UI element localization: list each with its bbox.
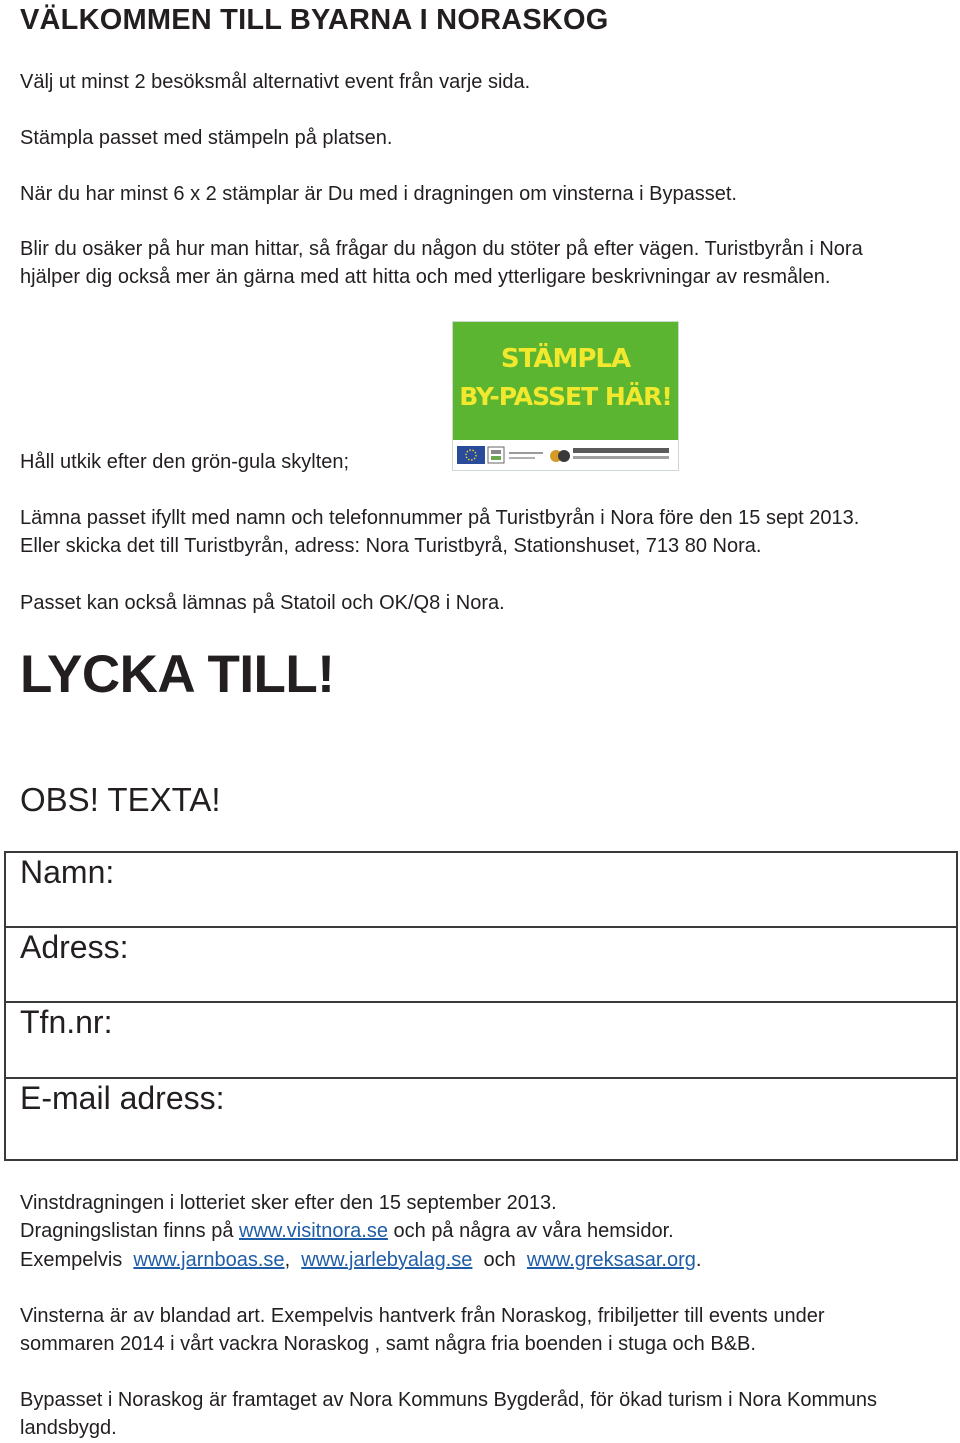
separator-2: och: [472, 1249, 527, 1271]
contact-form: [4, 851, 958, 1161]
good-luck-heading: LYCKA TILL!: [20, 645, 335, 704]
leader-logo: [487, 446, 505, 464]
draw-line-3-end: .: [695, 1249, 702, 1271]
greksasar-link[interactable]: www.greksasar.org: [526, 1249, 696, 1271]
draw-line-2-prefix: Dragningslistan finns på: [20, 1220, 240, 1242]
municipality-crest-logo: [549, 446, 571, 466]
footer-line-2: landsbygd.: [20, 1417, 117, 1439]
address-field[interactable]: [6, 928, 956, 1003]
name-label: Namn:: [20, 854, 115, 890]
jarnboas-link[interactable]: www.jarnboas.se: [133, 1249, 285, 1271]
prizes-line-1: Vinsterna är av blandad art. Exempelvis hantverk från Noraskog, fribiljetter till events under: [20, 1305, 825, 1327]
sign-line-2: BY-PASSET HÄR!: [459, 382, 672, 411]
visitnora-link[interactable]: www.visitnora.se: [239, 1220, 388, 1242]
partner-text-logo: [509, 446, 545, 464]
sign-caption: Håll utkik efter den grön-gula skylten;: [20, 451, 350, 473]
phone-label: Tfn.nr:: [20, 1004, 113, 1040]
draw-line-3: [20, 1246, 701, 1274]
draw-line-1: Vinstdragningen i lotteriet sker efter den 15 september 2013.: [20, 1192, 557, 1214]
jarlebyalag-link[interactable]: www.jarlebyalag.se: [301, 1249, 473, 1271]
draw-line-2: [20, 1217, 674, 1245]
intro-paragraph-4-line-2: hjälper dig också mer än gärna med att hitta och med ytterligare beskrivningar av resmålen.: [20, 266, 831, 288]
submit-line-1: Lämna passet ifyllt med namn och telefonnummer på Turistbyrån i Nora före den 15 sept 2013.: [20, 507, 860, 529]
phone-field[interactable]: [6, 1003, 956, 1079]
sponsor-logos: [453, 440, 678, 470]
separator-1: ,: [284, 1249, 302, 1271]
draw-line-2-suffix: och på några av våra hemsidor.: [387, 1220, 674, 1242]
intro-paragraph-3: När du har minst 6 x 2 stämplar är Du med i dragningen om vinsterna i Bypasset.: [20, 183, 737, 205]
intro-paragraph-4-line-1: Blir du osäker på hur man hittar, så frågar du någon du stöter på efter vägen. Turistbyrån i Nora: [20, 238, 863, 260]
page-title: VÄLKOMMEN TILL BYARNA I NORASKOG: [20, 4, 609, 36]
address-label: Adress:: [20, 929, 129, 965]
intro-paragraph-1: Välj ut minst 2 besöksmål alternativt event från varje sida.: [20, 71, 531, 93]
draw-line-3-prefix: Exempelvis: [20, 1249, 134, 1271]
submit-line-3: Passet kan också lämnas på Statoil och OK/Q8 i Nora.: [20, 592, 505, 614]
footer-line-1: Bypasset i Noraskog är framtaget av Nora Kommuns Bygderåd, för ökad turism i Nora Kommuns: [20, 1389, 878, 1411]
prizes-line-2: sommaren 2014 i vårt vackra Noraskog , samt några fria boenden i stuga och B&B.: [20, 1333, 756, 1355]
sign-green-panel: [453, 322, 678, 440]
eu-flag-logo: [457, 446, 485, 464]
name-field[interactable]: [6, 853, 956, 928]
submit-line-2: Eller skicka det till Turistbyrån, adress: Nora Turistbyrå, Stationshuset, 713 80 Nora.: [20, 535, 762, 557]
sign-line-1: STÄMPLA: [500, 344, 631, 374]
email-field[interactable]: [6, 1079, 956, 1159]
intro-paragraph-2: Stämpla passet med stämpeln på platsen.: [20, 127, 393, 149]
nora-bygderad-logo: [573, 446, 673, 464]
obs-notice: OBS! TEXTA!: [20, 781, 221, 818]
email-label: E-mail adress:: [20, 1080, 225, 1116]
stamp-sign-image: [452, 321, 679, 471]
